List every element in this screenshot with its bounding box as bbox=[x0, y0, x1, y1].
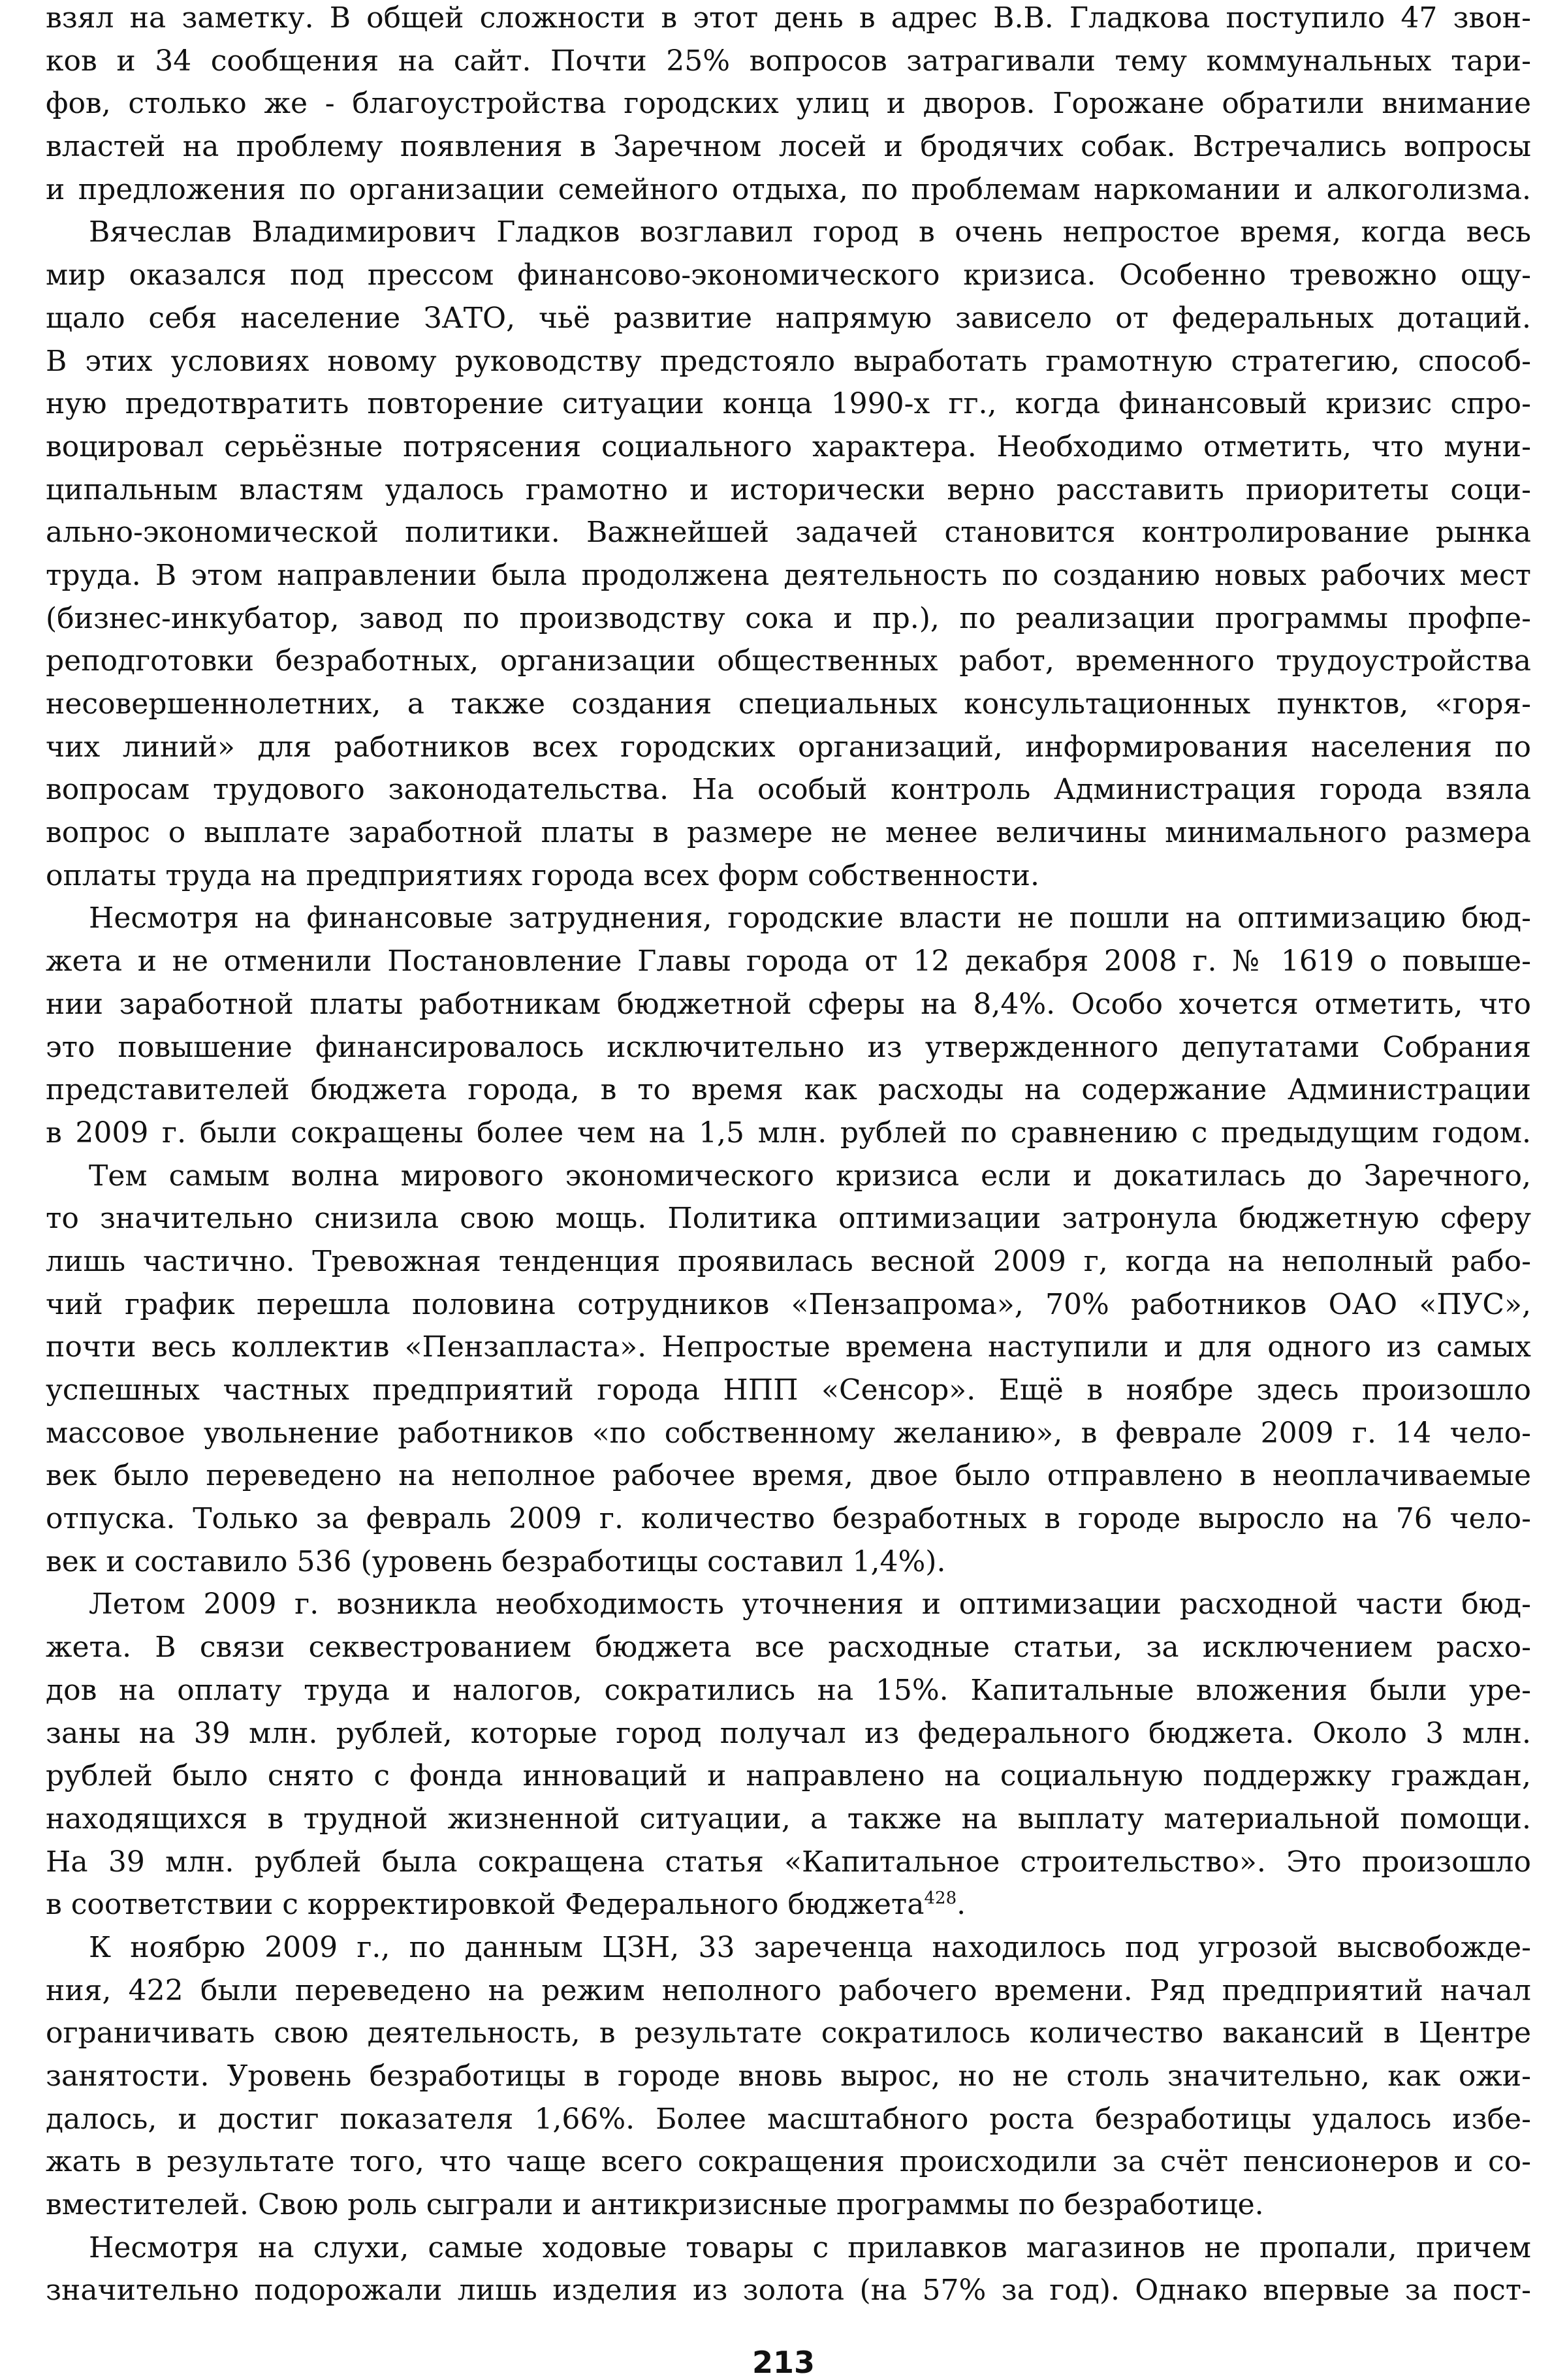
text-line: мир оказался под прессом финансово-экономического кризиса. Особенно тревожно ощу- bbox=[46, 258, 1531, 292]
text-line: значительно подорожали лишь изделия из золота (на 57% за год). Однако впервые за пост- bbox=[46, 2274, 1531, 2308]
text-line: чий график перешла половина сотрудников «Пензапрома», 70% работников ОАО «ПУС», bbox=[46, 1287, 1531, 1321]
text-line: взял на заметку. В общей сложности в этот день в адрес В.В. Гладкова поступило 47 звон- bbox=[46, 1, 1531, 35]
text-line: вопросам трудового законодательства. На особый контроль Администрация города взяла bbox=[46, 773, 1531, 807]
text-line: Несмотря на слухи, самые ходовые товары с прилавков магазинов не пропали, причем bbox=[89, 2231, 1531, 2264]
text-line: Вячеслав Владимирович Гладков возглавил город в очень непростое время, когда весь bbox=[89, 215, 1531, 249]
text-line: воцировал серьёзные потрясения социального характера. Необходимо отметить, что муни- bbox=[46, 430, 1531, 463]
text-line: ально-экономической политики. Важнейшей задачей становится контролирование рынка bbox=[46, 516, 1531, 550]
text-line: труда. В этом направлении была продолжена деятельность по созданию новых рабочих мест bbox=[46, 558, 1531, 592]
text-line: дов на оплату труда и налогов, сократились на 15%. Капитальные вложения были уре- bbox=[46, 1673, 1531, 1707]
text-line: фов, столько же - благоустройства городских улиц и дворов. Горожане обратили внимание bbox=[46, 87, 1531, 121]
text-line: в 2009 г. были сокращены более чем на 1,5 млн. рублей по сравнению с предыдущим годом. bbox=[46, 1116, 1531, 1150]
text-line: (бизнес-инкубатор, завод по производству сока и пр.), по реализации программы профпе- bbox=[46, 601, 1531, 635]
text-line: успешных частных предприятий города НПП «Сенсор». Ещё в ноябре здесь произошло bbox=[46, 1373, 1531, 1407]
text-line: оплаты труда на предприятиях города всех форм собственности. bbox=[46, 858, 1039, 892]
text-line: занятости. Уровень безработицы в городе вновь вырос, но не столь значительно, как ожи- bbox=[46, 2059, 1531, 2093]
text-line: ков и 34 сообщения на сайт. Почти 25% вопросов затрагивали тему коммунальных тари- bbox=[46, 44, 1531, 78]
text-line: В этих условиях новому руководству предстояло выработать грамотную стратегию, способ- bbox=[46, 344, 1531, 378]
text-line: Летом 2009 г. возникла необходимость уточнения и оптимизации расходной части бюд- bbox=[89, 1588, 1531, 1621]
text-line: властей на проблему появления в Заречном лосей и бродячих собак. Встречались вопросы bbox=[46, 130, 1531, 164]
text-line: щало себя население ЗАТО, чьё развитие напрямую зависело от федеральных дотаций. bbox=[46, 301, 1531, 335]
text-line: век и составило 536 (уровень безработицы составил 1,4%). bbox=[46, 1544, 946, 1578]
text-line: ципальным властям удалось грамотно и исторически верно расставить приоритеты соци- bbox=[46, 473, 1531, 507]
paragraph bbox=[46, 1583, 1531, 1926]
paragraph bbox=[46, 211, 1531, 897]
text-line: жать в результате того, что чаще всего сокращения происходили за счёт пенсионеров и со- bbox=[46, 2145, 1531, 2179]
text-line: На 39 млн. рублей была сокращена статья «Капитальное строительство». Это произошло bbox=[46, 1845, 1531, 1879]
text-line: век было переведено на неполное рабочее время, двое было отправлено в неоплачиваемые bbox=[46, 1459, 1531, 1493]
text-line: то значительно снизила свою мощь. Политика оптимизации затронула бюджетную сферу bbox=[46, 1202, 1531, 1236]
text-line: вопрос о выплате заработной платы в размере не менее величины минимального размера bbox=[46, 816, 1531, 850]
text-line: отпуска. Только за февраль 2009 г. количество безработных в городе выросло на 76 чело- bbox=[46, 1502, 1531, 1536]
line-text: в соответствии с корректировкой Федерального бюджета bbox=[46, 1888, 925, 1922]
text-line: несовершеннолетних, а также создания специальных консультационных пунктов, «горя- bbox=[46, 687, 1531, 721]
text-line: жета. В связи секвестрованием бюджета все расходные статьи, за исключением расхо- bbox=[46, 1631, 1531, 1665]
page-number: 213 bbox=[752, 2345, 815, 2380]
text-line: реподготовки безработных, организации общественных работ, временного трудоустройства bbox=[46, 644, 1531, 678]
text-line: далось, и достиг показателя 1,66%. Более масштабного роста безработицы удалось избе- bbox=[46, 2102, 1531, 2136]
text-line: ния, 422 были переведено на режим неполного рабочего времени. Ряд предприятий начал bbox=[46, 1973, 1531, 2007]
text-line bbox=[46, 1883, 1531, 1926]
text-line: Тем самым волна мирового экономического кризиса если и докатилась до Заречного, bbox=[89, 1159, 1531, 1193]
text-line: массовое увольнение работников «по собственному желанию», в феврале 2009 г. 14 чело- bbox=[46, 1416, 1531, 1450]
text-line: ную предотвратить повторение ситуации конца 1990-х гг., когда финансовый кризис спро- bbox=[46, 387, 1531, 421]
text-line: рублей было снято с фонда инноваций и направлено на социальную поддержку граждан, bbox=[46, 1759, 1531, 1793]
text-line: нии заработной платы работникам бюджетной сферы на 8,4%. Особо хочется отметить, что bbox=[46, 987, 1531, 1021]
text-line: жета и не отменили Постановление Главы города от 12 декабря 2008 г. № 1619 о повыше- bbox=[46, 945, 1531, 979]
text-line: и предложения по организации семейного отдыха, по проблемам наркомании и алкоголизма. bbox=[46, 172, 1531, 206]
paragraph bbox=[46, 2227, 1531, 2312]
footnote-reference: 428 bbox=[924, 1888, 957, 1909]
text-line: это повышение финансировалось исключительно из утвержденного депутатами Собрания bbox=[46, 1030, 1531, 1064]
text-line: лишь частично. Тревожная тенденция проявилась весной 2009 г, когда на неполный рабо- bbox=[46, 1244, 1531, 1278]
line-tail: . bbox=[957, 1888, 966, 1922]
paragraph bbox=[46, 1926, 1531, 2227]
text-line: Несмотря на финансовые затруднения, городские власти не пошли на оптимизацию бюд- bbox=[89, 901, 1531, 935]
page-body-text bbox=[46, 0, 1531, 2312]
text-line: почти весь коллектив «Пензапласта». Непростые времена наступили и для одного из самых bbox=[46, 1330, 1531, 1364]
text-line: находящихся в трудной жизненной ситуации, а также на выплату материальной помощи. bbox=[46, 1802, 1531, 1836]
text-line: заны на 39 млн. рублей, которые город получал из федерального бюджета. Около 3 млн. bbox=[46, 1716, 1531, 1750]
paragraph bbox=[46, 0, 1531, 211]
text-line: чих линий» для работников всех городских организаций, информирования населения по bbox=[46, 730, 1531, 764]
paragraph bbox=[46, 1155, 1531, 1584]
text-line: ограничивать свою деятельность, в результате сократилось количество вакансий в Центре bbox=[46, 2016, 1531, 2050]
text-line: представителей бюджета города, в то время как расходы на содержание Администрации bbox=[46, 1073, 1531, 1107]
text-line: вместителей. Свою роль сыграли и антикризисные программы по безработице. bbox=[46, 2188, 1264, 2222]
text-line: К ноябрю 2009 г., по данным ЦЗН, 33 зареченца находилось под угрозой высвобожде- bbox=[89, 1930, 1531, 1964]
paragraph bbox=[46, 897, 1531, 1154]
